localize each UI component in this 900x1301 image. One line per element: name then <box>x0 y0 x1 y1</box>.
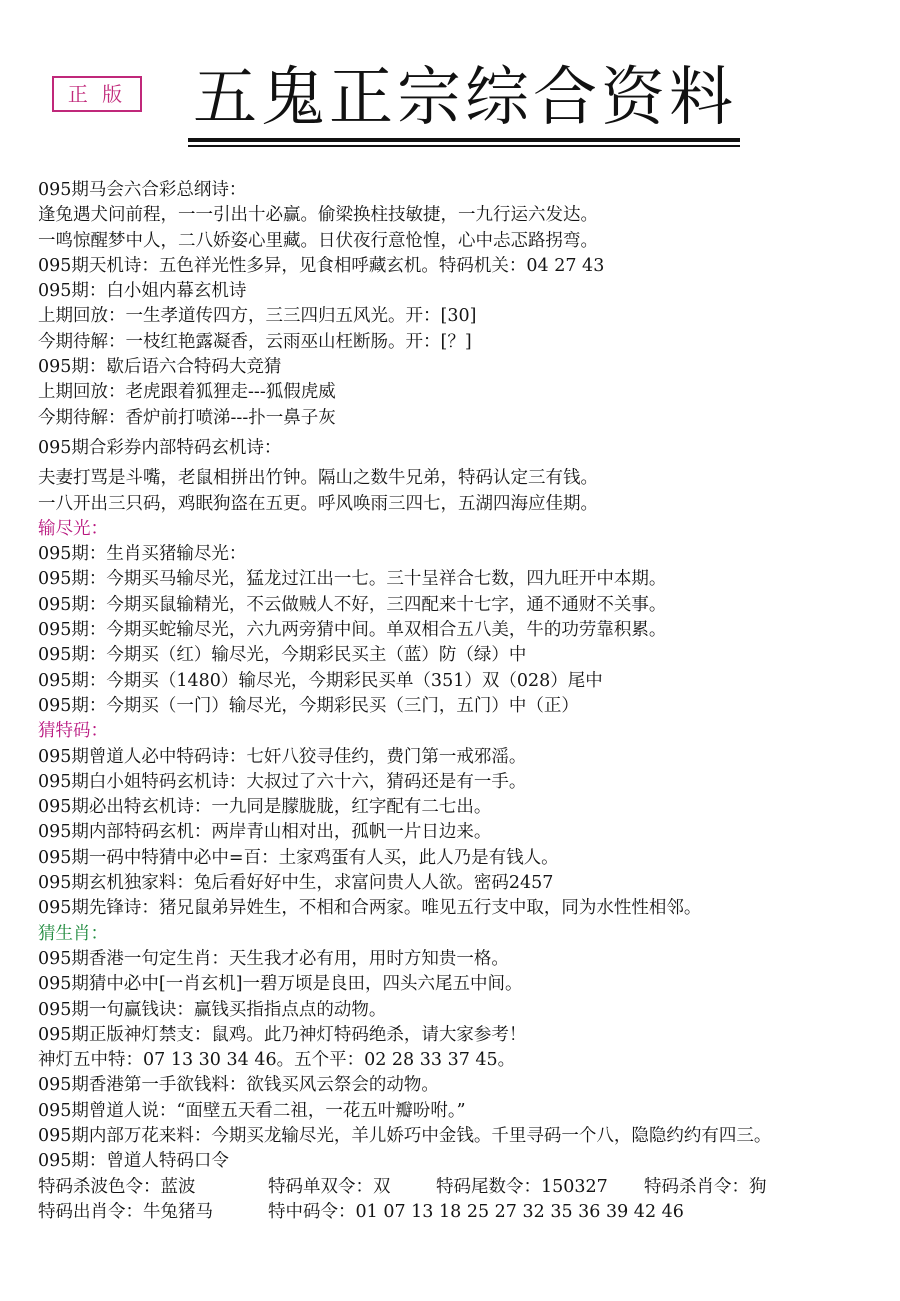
password-row <box>38 1200 888 1225</box>
caishengxiao-line: 095期猜中必中[一肖玄机]一碧万顷是良田，四头六尾五中间。 <box>38 974 523 995</box>
password-item: 特码出肖令：牛兔猪马 <box>38 1201 213 1222</box>
caitema-line: 095期曾道人必中特码诗：七奸八狡寻佳约，费门第一戒邪滛。 <box>38 746 527 767</box>
caishengxiao-label: 猜生肖： <box>38 923 108 944</box>
zhengban-stamp: 正 版 <box>52 76 142 112</box>
caishengxiao-line: 095期香港第一手欲钱料：欲钱买风云祭会的动物。 <box>38 1075 439 1096</box>
tianji-line: 095期天机诗：五色祥光性多异，见食相呼藏玄机。特码机关：04 27 43 <box>38 255 605 276</box>
baixiaojie-current: 今期待解：一枝红艳露凝香，云雨巫山枉断肠。开：[？] <box>38 331 472 352</box>
page-title: 五鬼正宗综合资料 <box>193 61 737 135</box>
caishengxiao-line: 095期内部万花来料：今期买龙输尽光，羊儿娇巧中金钱。千里寻码一个八，隐隐约约有四三。 <box>38 1125 772 1146</box>
hecaiquan-line: 夫妻打骂是斗嘴，老鼠相拼出竹钟。隔山之数牛兄弟，特码认定三有钱。 <box>38 468 598 489</box>
caishengxiao-line: 神灯五中特：07 13 30 34 46。五个平：02 28 33 37 45。 <box>38 1050 516 1071</box>
title-underline-thick <box>188 138 740 142</box>
shujinguang-label: 输尽光： <box>38 518 108 539</box>
password-item: 特码杀肖令：狗 <box>644 1176 767 1197</box>
shujinguang-line: 095期：今期买鼠输精光，不云做贼人不好，三四配来十七字，通不通财不关事。 <box>38 594 667 615</box>
shujinguang-line: 095期：今期买（一门）输尽光，今期彩民买（三门，五门）中（正） <box>38 695 579 716</box>
shujinguang-line: 095期：今期买马输尽光，猛龙过江出一七。三十呈祥合七数，四九旺开中本期。 <box>38 569 667 590</box>
shujinguang-line: 095期：今期买（红）输尽光，今期彩民买主（蓝）防（绿）中 <box>38 645 527 666</box>
hecaiquan-line: 一八开出三只码，鸡眠狗盗在五更。呼风唤雨三四七，五湖四海应佳期。 <box>38 493 598 514</box>
shujinguang-line: 095期：今期买（1480）输尽光，今期彩民买单（351）双（028）尾中 <box>38 670 603 691</box>
caitema-line: 095期必出特玄机诗：一九同是朦胧胧，红字配有二七出。 <box>38 797 492 818</box>
zonggang-title: 095期马会六合彩总纲诗： <box>38 180 247 200</box>
caishengxiao-line: 095期：曾道人特码口令 <box>38 1151 229 1172</box>
shujinguang-line: 095期：今期买蛇输尽光，六九两旁猜中间。单双相合五八美，牛的功劳靠积累。 <box>38 620 667 641</box>
zonggang-line: 逢兔遇犬问前程，一一引出十必赢。偷梁换柱技敏捷，一九行运六发达。 <box>38 205 598 226</box>
caishengxiao-line: 095期香港一句定生肖：天生我才必有用，用时方知贵一格。 <box>38 948 509 969</box>
baixiaojie-last: 上期回放：一生孝道传四方，三三四归五风光。开：[30] <box>38 306 477 327</box>
password-item: 特码杀波色令：蓝波 <box>38 1176 196 1197</box>
hecaiquan-title: 095期合彩券内部特码玄机诗： <box>38 437 282 458</box>
password-row <box>38 1175 888 1200</box>
document-body <box>38 178 888 1225</box>
caitema-label: 猜特码： <box>38 721 108 742</box>
caishengxiao-line: 095期一句赢钱诀：赢钱买指指点点的动物。 <box>38 999 387 1020</box>
caitema-line: 095期先锋诗：猪兄鼠弟异姓生，不相和合两家。唯见五行支中取，同为水性性相邻。 <box>38 898 702 919</box>
xiehouyu-current: 今期待解：香炉前打喷涕---扑一鼻子灰 <box>38 407 336 428</box>
password-item: 特码尾数令：150327 <box>436 1176 608 1197</box>
caitema-line: 095期玄机独家料：兔后看好好中生，求富问贵人人欲。密码2457 <box>38 873 554 894</box>
xiehouyu-last: 上期回放：老虎跟着狐狸走---狐假虎威 <box>38 382 336 403</box>
baixiaojie-title: 095期：白小姐内幕玄机诗 <box>38 281 247 302</box>
caitema-line: 095期内部特码玄机：两岸青山相对出，孤帆一片日边来。 <box>38 822 492 843</box>
password-item: 特码单双令：双 <box>268 1176 391 1197</box>
zonggang-line: 一鸣惊醒梦中人，二八娇姿心里藏。日伏夜行意怆惶，心中忐忑路拐弯。 <box>38 230 598 251</box>
caishengxiao-line: 095期曾道人说：“面壁五天看二祖，一花五叶瓣吩咐。” <box>38 1100 466 1121</box>
title-underline-thin <box>188 145 740 147</box>
password-item: 特中码令：01 07 13 18 25 27 32 35 36 39 42 46 <box>268 1201 684 1222</box>
shujinguang-line: 095期：生肖买猪输尽光： <box>38 544 247 565</box>
caishengxiao-line: 095期正版神灯禁支：鼠鸡。此乃神灯特码绝杀，请大家参考！ <box>38 1024 527 1045</box>
caitema-line: 095期一码中特猜中必中=百：土家鸡蛋有人买，此人乃是有钱人。 <box>38 847 559 868</box>
xiehouyu-title: 095期：歇后语六合特码大竞猜 <box>38 357 282 378</box>
caitema-line: 095期白小姐特码玄机诗：大叔过了六十六，猜码还是有一手。 <box>38 771 527 792</box>
